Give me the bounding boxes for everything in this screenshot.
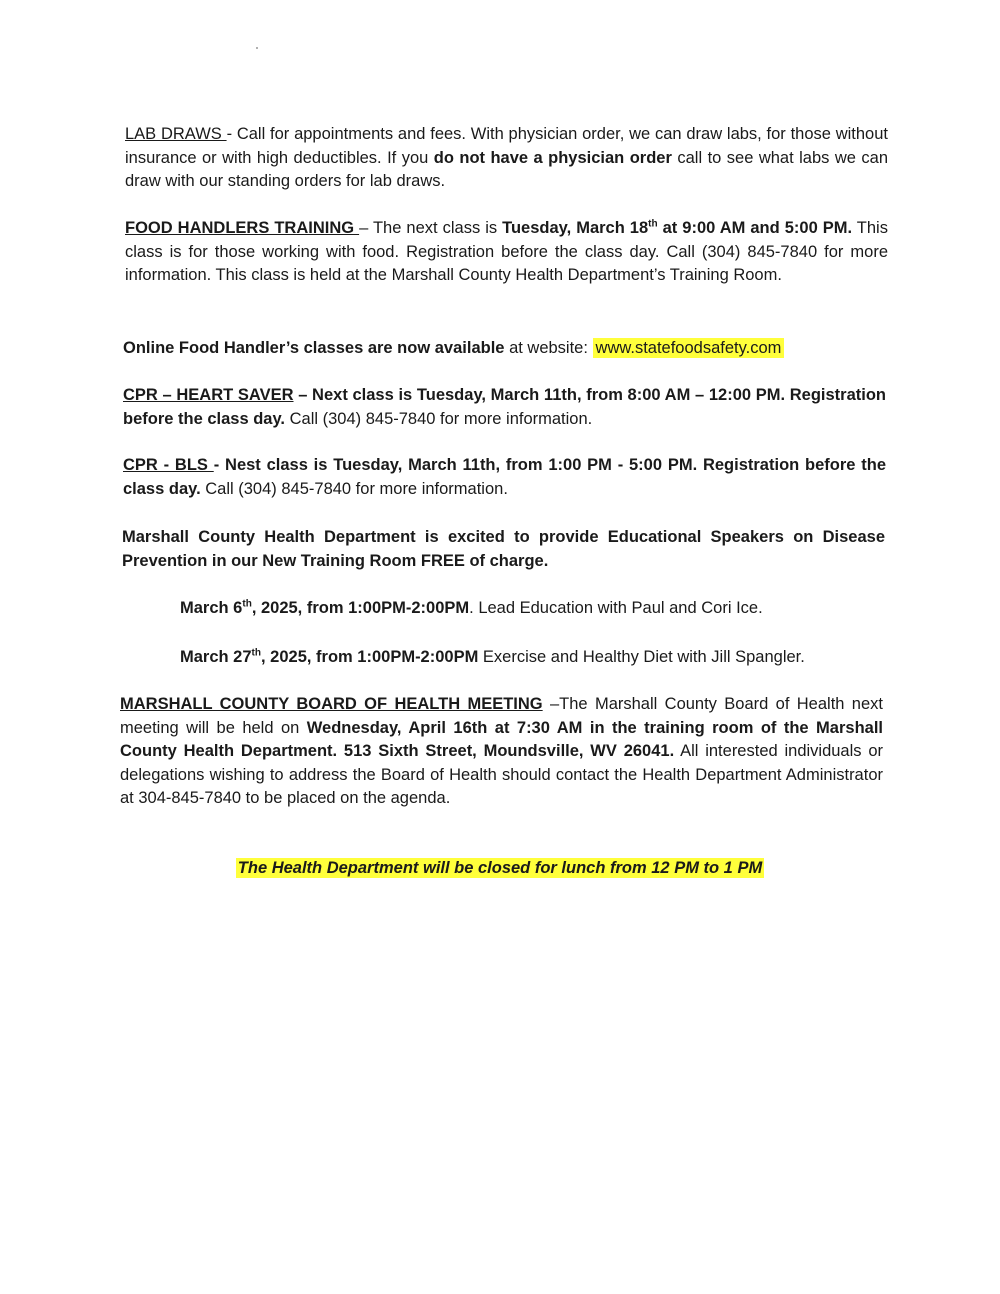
event-date: March 27 bbox=[180, 648, 252, 666]
board-meeting-text-1: –The Marshall County Board of Health next meeting will be held on bbox=[120, 695, 883, 737]
cpr-heart-saver-paragraph bbox=[123, 384, 886, 431]
scan-speck bbox=[256, 47, 258, 49]
online-classes-line bbox=[123, 337, 886, 361]
speakers-intro: Marshall County Health Department is excited to provide Educational Speakers on Disease Prevention in our New Training Room FREE of charge. bbox=[122, 528, 885, 570]
board-meeting-heading: MARSHALL COUNTY BOARD OF HEALTH MEETING bbox=[120, 695, 543, 713]
cpr-heart-saver-text: Call (304) 845-7840 for more information. bbox=[285, 409, 593, 428]
event-time: , 2025, from 1:00PM-2:00PM bbox=[261, 648, 479, 666]
food-handlers-heading: FOOD HANDLERS TRAINING bbox=[125, 219, 360, 237]
event-description: . Lead Education with Paul and Cori Ice. bbox=[469, 599, 763, 617]
lab-draws-bold: do not have a physician order bbox=[433, 148, 672, 167]
cpr-bls-heading: CPR - BLS bbox=[123, 456, 214, 474]
food-handlers-date: Tuesday, March 18 bbox=[502, 219, 649, 237]
food-handlers-text-1: – The next class is bbox=[359, 219, 503, 237]
online-classes-text: at website: bbox=[504, 339, 593, 357]
board-meeting-text-2: All interested individuals or delegations wishing to address the Board of Health should contact the Health Department Administrator at 304-845-7840 to be placed on the agenda. bbox=[120, 742, 883, 807]
event-date-sup: th bbox=[242, 598, 252, 610]
statefoodsafety-link[interactable]: www.statefoodsafety.com bbox=[593, 338, 785, 358]
lab-draws-paragraph bbox=[125, 123, 888, 194]
speaker-event bbox=[180, 646, 880, 670]
lab-draws-heading: LAB DRAWS bbox=[125, 125, 227, 143]
board-meeting-paragraph bbox=[120, 693, 883, 811]
cpr-heart-saver-bold: – Next class is Tuesday, March 11th, from 8:00 AM – 12:00 PM. Registration before the class day. bbox=[123, 386, 886, 428]
food-handlers-text-2: This class is for those working with food. Registration before the class day. Call (304) 845-7840 for more information. This class is held at the Marshall County Health Department’s Training Room. bbox=[125, 219, 888, 284]
online-classes-bold: Online Food Handler’s classes are now available bbox=[123, 339, 505, 357]
event-date-sup: th bbox=[251, 647, 261, 659]
speaker-event bbox=[180, 597, 880, 621]
lunch-notice: The Health Department will be closed for lunch from 12 PM to 1 PM bbox=[237, 859, 763, 877]
cpr-bls-paragraph bbox=[123, 454, 886, 501]
lab-draws-text-1: - Call for appointments and fees. With physician order, we can draw labs, for those without insurance or with high deductibles. If you bbox=[125, 125, 888, 167]
lab-draws-text-2: call to see what labs we can draw with our standing orders for lab draws. bbox=[125, 148, 889, 190]
food-handlers-time: at 9:00 AM and 5:00 PM. bbox=[657, 219, 853, 237]
board-meeting-bold: Wednesday, April 16th at 7:30 AM in the training room of the Marshall County Health Department. 513 Sixth Street, Moundsville, WV 26041. bbox=[120, 718, 883, 760]
event-time: , 2025, from 1:00PM-2:00PM bbox=[251, 599, 470, 617]
food-handlers-date-sup: th bbox=[648, 218, 658, 230]
food-handlers-paragraph bbox=[125, 217, 888, 288]
lunch-notice-row bbox=[0, 857, 1000, 880]
cpr-bls-text: Call (304) 845-7840 for more information. bbox=[200, 479, 508, 498]
cpr-heart-saver-heading: CPR – HEART SAVER bbox=[123, 386, 294, 404]
cpr-bls-bold: - Nest class is Tuesday, March 11th, from 1:00 PM - 5:00 PM. Registration before the class day. bbox=[123, 456, 886, 498]
event-date: March 6 bbox=[180, 599, 243, 617]
event-description: Exercise and Healthy Diet with Jill Spangler. bbox=[478, 648, 805, 666]
